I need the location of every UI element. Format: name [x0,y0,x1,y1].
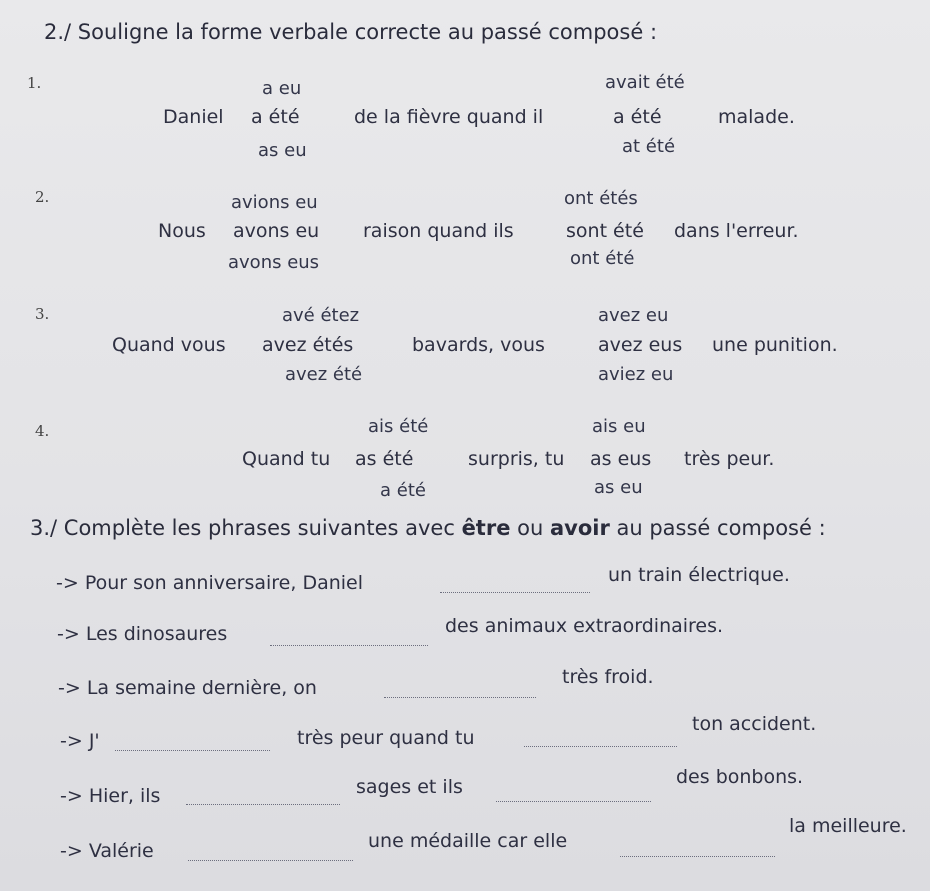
option-middle-2[interactable]: sont été [566,220,644,242]
option-middle-2[interactable]: a été [613,106,662,128]
sentence-end: dans l'erreur. [674,220,799,242]
answer-blank[interactable] [270,645,428,646]
option-top[interactable]: a eu [262,78,302,99]
option-middle[interactable]: avez étés [262,334,354,356]
answer-blank[interactable] [384,697,536,698]
sentence-text: surpris, tu [468,448,565,470]
option-middle[interactable]: as été [355,448,414,470]
sentence-end: ton accident. [692,713,817,735]
sentence-middle: sages et ils [356,776,463,798]
exercise-3-title [30,516,826,540]
sentence-start: -> La semaine dernière, on [58,677,317,699]
item-number: 2. [35,188,50,206]
option-middle[interactable]: a été [251,106,300,128]
option-bottom-2[interactable]: ont été [570,248,635,269]
option-top-2[interactable]: ont étés [564,188,638,209]
sentence-subject: Nous [158,220,206,242]
exercise-2-title: 2./ Souligne la forme verbale correcte au passé composé : [44,20,658,44]
sentence-end: malade. [718,106,795,128]
option-top-2[interactable]: ais eu [592,416,646,437]
option-bottom-2[interactable]: at été [622,136,676,157]
sentence-end: très froid. [562,666,654,688]
sentence-middle: une médaille car elle [368,830,568,852]
option-middle-2[interactable]: as eus [590,448,652,470]
answer-blank[interactable] [188,860,353,861]
sentence-start: -> Pour son anniversaire, Daniel [56,572,364,594]
option-top[interactable]: avé étez [282,305,360,326]
title-text: au passé composé : [609,516,826,540]
answer-blank[interactable] [524,746,677,747]
item-number: 1. [27,74,42,92]
answer-blank[interactable] [186,804,340,805]
sentence-subject: Quand vous [112,334,226,356]
sentence-subject: Daniel [163,106,224,128]
item-number: 4. [35,422,50,440]
answer-blank[interactable] [440,592,590,593]
option-top[interactable]: avions eu [231,192,318,213]
answer-blank[interactable] [496,801,651,802]
sentence-subject: Quand tu [242,448,331,470]
sentence-text: de la fièvre quand il [354,106,544,128]
option-bottom-2[interactable]: aviez eu [598,364,674,385]
sentence-middle: très peur quand tu [297,727,475,749]
option-bottom[interactable]: avez été [285,364,363,385]
option-bottom[interactable]: as eu [258,140,307,161]
answer-blank[interactable] [620,856,775,857]
sentence-start: -> J' [60,730,100,752]
option-middle-2[interactable]: avez eus [598,334,683,356]
answer-blank[interactable] [115,750,270,751]
sentence-end: la meilleure. [789,815,907,837]
option-middle[interactable]: avons eu [233,220,320,242]
option-top-2[interactable]: avez eu [598,305,669,326]
sentence-end: des animaux extraordinaires. [445,615,724,637]
item-number: 3. [35,305,50,323]
title-keyword-etre: être [461,516,511,540]
option-top[interactable]: ais été [368,416,429,437]
title-keyword-avoir: avoir [549,516,610,540]
sentence-end: une punition. [712,334,838,356]
sentence-start: -> Hier, ils [60,785,161,807]
sentence-end: un train électrique. [608,564,790,586]
sentence-end: très peur. [684,448,775,470]
sentence-start: -> Les dinosaures [57,623,228,645]
title-text: 3./ Complète les phrases suivantes avec [30,516,462,540]
sentence-text: raison quand ils [363,220,514,242]
sentence-text: bavards, vous [412,334,545,356]
sentence-end: des bonbons. [676,766,804,788]
option-bottom[interactable]: avons eus [228,252,320,273]
title-text: ou [510,516,550,540]
option-bottom-2[interactable]: as eu [594,477,643,498]
option-top-2[interactable]: avait été [605,72,685,93]
option-bottom[interactable]: a été [380,480,426,501]
sentence-start: -> Valérie [60,840,154,862]
